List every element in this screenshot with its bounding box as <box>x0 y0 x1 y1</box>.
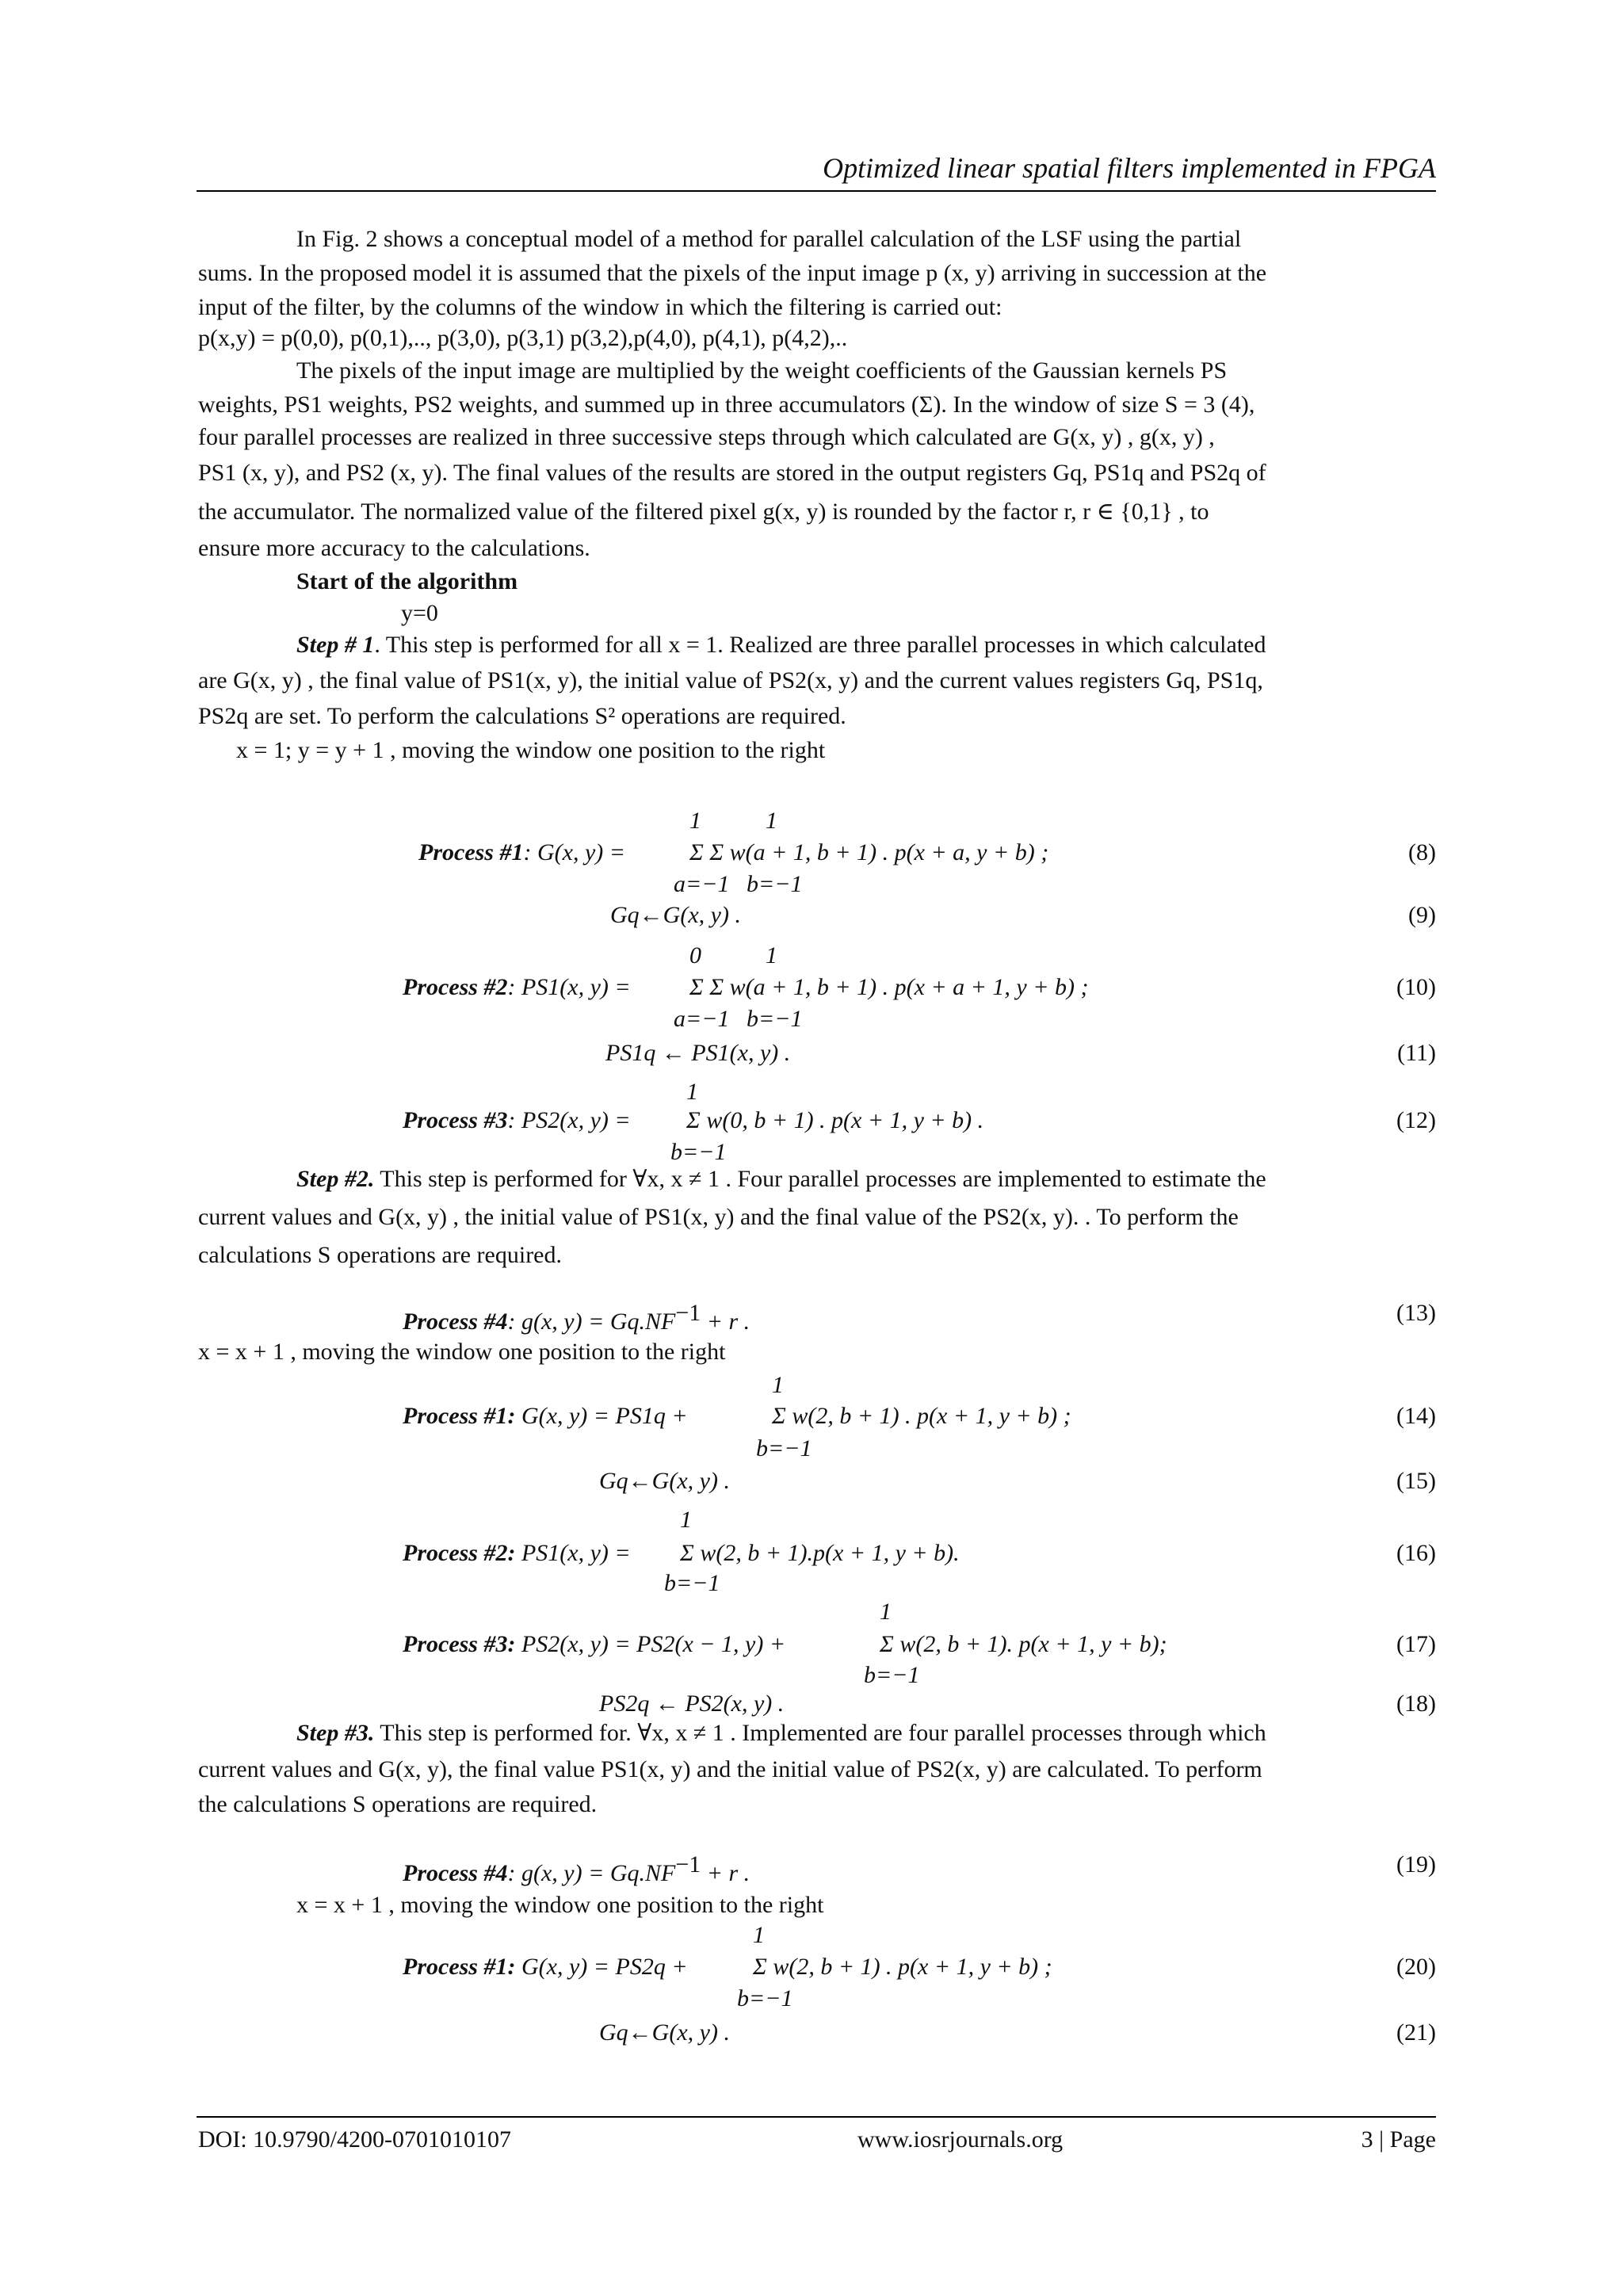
paragraph-line: x = 1; y = y + 1 , moving the window one position to the right <box>236 737 826 763</box>
equation-body: Σ Σ w(a + 1, b + 1) . p(x + a, y + b) ; <box>689 839 1049 865</box>
sum-lower-limit: b=−1 <box>747 871 803 897</box>
paragraph-line: calculations S operations are required. <box>198 1242 562 1268</box>
sum-lower-limit: a=−1 <box>674 1006 730 1032</box>
equation-number: (11) <box>1397 1040 1436 1066</box>
equation-body: Σ w(2, b + 1). p(x + 1, y + b); <box>880 1631 1167 1657</box>
step-label: Step # 1 <box>296 632 375 658</box>
step-1-line: Step # 1. This step is performed for all x = 1. Realized are three parallel processes in which calculated <box>296 632 1266 658</box>
equation-number: (12) <box>1396 1107 1436 1133</box>
step-3-line: Step #3. This step is performed for. ∀x, x ≠ 1 . Implemented are four parallel processes through which <box>296 1720 1266 1746</box>
sum-upper-limit: 1 <box>766 808 777 834</box>
sum-upper-limit: 1 <box>680 1507 692 1533</box>
doi-text: DOI: 10.9790/4200-0701010107 <box>198 2126 511 2153</box>
paragraph-line: In Fig. 2 shows a conceptual model of a method for parallel calculation of the LSF using the partial <box>296 226 1242 252</box>
equation: PS2q ← PS2(x, y) . <box>599 1690 785 1717</box>
sum-lower-limit: b=−1 <box>664 1570 720 1596</box>
equation: Gq←G(x, y) . <box>610 902 741 928</box>
paragraph-line: x = x + 1 , moving the window one position to the right <box>296 1892 824 1918</box>
paragraph-line: the calculations S operations are required. <box>198 1791 598 1817</box>
equation-body: Σ w(0, b + 1) . p(x + 1, y + b) . <box>686 1107 984 1133</box>
sum-lower-limit: b=−1 <box>747 1006 803 1032</box>
paragraph-line: ensure more accuracy to the calculations. <box>198 535 590 561</box>
equation: PS1q ← PS1(x, y) . <box>605 1040 791 1066</box>
step-label: Step #2. <box>296 1166 375 1192</box>
paragraph-line: current values and G(x, y), the final value PS1(x, y) and the initial value of PS2(x, y) are calculated. To perform <box>198 1756 1262 1782</box>
equation-number: (17) <box>1396 1631 1436 1657</box>
paragraph-line: p(x,y) = p(0,0), p(0,1),.., p(3,0), p(3,1) p(3,2),p(4,0), p(4,1), p(4,2),.. <box>198 325 848 351</box>
paragraph-line: four parallel processes are realized in three successive steps through which calculated are G(x, y) , g(x, y) , <box>198 424 1215 450</box>
equation: Process #2: PS1(x, y) = <box>403 1540 631 1566</box>
equation-body: Σ w(2, b + 1) . p(x + 1, y + b) ; <box>772 1403 1071 1429</box>
equation-number: (16) <box>1396 1540 1436 1566</box>
paragraph-line: sums. In the proposed model it is assumed that the pixels of the input image p (x, y) arriving in succession at the <box>198 260 1267 286</box>
equation-number: (8) <box>1408 839 1436 865</box>
equation: Process #4: g(x, $y) = Gq.NF^{-1} + r$ . <box>403 1300 750 1335</box>
equation-number: (15) <box>1396 1468 1436 1494</box>
equation: Process #4: g(x, $y) = Gq.NF^{-1} + r$ . <box>403 1851 750 1886</box>
equation: Process #3: PS2(x, y) = PS2(x − 1, y) + <box>403 1631 786 1657</box>
equation-number: (10) <box>1396 974 1436 1000</box>
sum-upper-limit: 1 <box>880 1599 892 1625</box>
paragraph-line: input of the filter, by the columns of the window in which the filtering is carried out: <box>198 294 1002 320</box>
equation: Gq←G(x, y) . <box>599 1468 730 1494</box>
equation-body: Σ w(2, b + 1).p(x + 1, y + b). <box>680 1540 960 1566</box>
page-number: 3 | Page <box>1361 2126 1436 2153</box>
header-rule <box>197 190 1436 192</box>
sum-upper-limit: 1 <box>686 1079 698 1105</box>
journal-url: www.iosrjournals.org <box>857 2126 1064 2153</box>
equation-number: (13) <box>1396 1300 1436 1326</box>
equation: Process #2: PS1(x, y) = <box>403 974 631 1000</box>
equation-number: (18) <box>1396 1690 1436 1717</box>
sum-upper-limit: 1 <box>766 942 777 968</box>
equation-number: (9) <box>1408 902 1436 928</box>
sum-lower-limit: a=−1 <box>674 871 730 897</box>
section-heading: Start of the algorithm <box>296 568 518 594</box>
equation-number: (20) <box>1396 1954 1436 1980</box>
step-2-line: Step #2. This step is performed for ∀x, x ≠ 1 . Four parallel processes are implemented to estimate the <box>296 1166 1266 1192</box>
equation: Process #1: G(x, y) = PS2q + <box>403 1954 688 1980</box>
sum-upper-limit: 1 <box>689 808 701 834</box>
running-header: Optimized linear spatial filters implemented in FPGA <box>823 152 1436 184</box>
sum-lower-limit: b=−1 <box>670 1139 727 1165</box>
sum-upper-limit: 0 <box>689 942 701 968</box>
paragraph-line: current values and G(x, y) , the initial value of PS1(x, y) and the final value of the PS2(x, y). . To perform the <box>198 1204 1239 1230</box>
paragraph-line: are G(x, y) , the final value of PS1(x, y), the initial value of PS2(x, y) and the current values registers Gq, PS1q, <box>198 667 1263 693</box>
sum-upper-limit: 1 <box>772 1372 784 1398</box>
sum-lower-limit: b=−1 <box>737 1985 793 2011</box>
init-statement: y=0 <box>401 600 438 626</box>
sum-lower-limit: b=−1 <box>756 1435 812 1461</box>
footer-rule <box>197 2116 1436 2118</box>
paragraph-line: the accumulator. The normalized value of the filtered pixel g(x, y) is rounded by the factor r, r ∈ {0,1} , to <box>198 499 1209 525</box>
sum-lower-limit: b=−1 <box>864 1662 920 1688</box>
paragraph-line: PS1 (x, y), and PS2 (x, y). The final values of the results are stored in the output registers Gq, PS1q and PS2q of <box>198 460 1266 486</box>
paragraph-line: weights, PS1 weights, PS2 weights, and summed up in three accumulators (Σ). In the window of size S = 3 (4), <box>198 392 1255 418</box>
paragraph-line: x = x + 1 , moving the window one position to the right <box>198 1339 726 1365</box>
equation: Process #1: G(x, y) = PS1q + <box>403 1403 688 1429</box>
equation-body: Σ Σ w(a + 1, b + 1) . p(x + a + 1, y + b) ; <box>689 974 1089 1000</box>
equation: Gq←G(x, y) . <box>599 2019 730 2046</box>
paragraph-line: The pixels of the input image are multiplied by the weight coefficients of the Gaussian kernels PS <box>296 357 1228 384</box>
equation-number: (21) <box>1396 2019 1436 2046</box>
sum-upper-limit: 1 <box>753 1922 765 1948</box>
equation: Process #3: PS2(x, y) = <box>403 1107 631 1133</box>
equation-number: (14) <box>1396 1403 1436 1429</box>
equation-number: (19) <box>1396 1851 1436 1878</box>
equation-body: Σ w(2, b + 1) . p(x + 1, y + b) ; <box>753 1954 1052 1980</box>
equation: Process #1: G(x, y) = <box>418 839 625 865</box>
step-label: Step #3. <box>296 1720 375 1746</box>
paragraph-line: PS2q are set. To perform the calculations S² operations are required. <box>198 703 846 729</box>
